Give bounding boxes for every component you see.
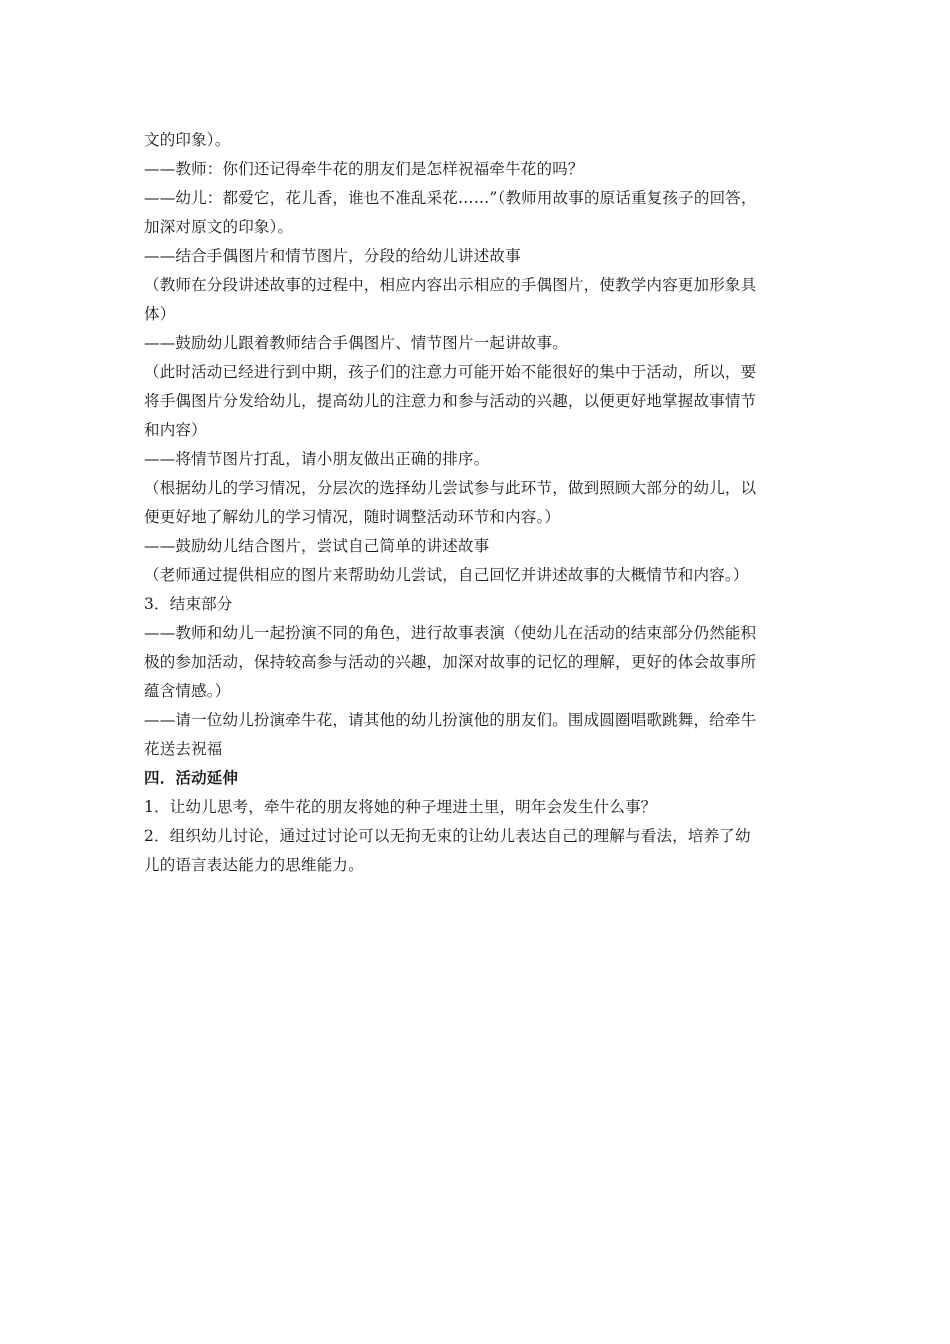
text-line: ——鼓励幼儿跟着教师结合手偶图片、情节图片一起讲故事。	[144, 334, 568, 352]
text-line: （此时活动已经进行到中期，孩子们的注意力可能开始不能很好的集中于活动，所以，要	[144, 363, 757, 381]
text-line: 和内容）	[144, 421, 207, 439]
section-heading: 四．活动延伸	[144, 769, 239, 787]
section-subheading: 3．结束部分	[144, 595, 233, 613]
text-line: ——将情节图片打乱，请小朋友做出正确的排序。	[144, 450, 490, 468]
text-line: 将手偶图片分发给幼儿，提高幼儿的注意力和参与活动的兴趣，以便更好地掌握故事情节	[144, 392, 757, 410]
text-line: ——结合手偶图片和情节图片，分段的给幼儿讲述故事	[144, 247, 521, 265]
list-item: 2．组织幼儿讨论，通过过讨论可以无拘无束的让幼儿表达自己的理解与看法，培养了幼	[144, 827, 751, 845]
text-line: 儿的语言表达能力的思维能力。	[144, 856, 364, 874]
text-line: 极的参加活动，保持较高参与活动的兴趣，加深对故事的记忆的理解，更好的体会故事所	[144, 653, 757, 671]
text-line: 体）	[144, 305, 176, 323]
text-line: ——教师：你们还记得牵牛花的朋友们是怎样祝福牵牛花的吗？	[144, 160, 584, 178]
text-line: （根据幼儿的学习情况，分层次的选择幼儿尝试参与此环节，做到照顾大部分的幼儿，以	[144, 479, 757, 497]
text-line: ——鼓励幼儿结合图片，尝试自己简单的讲述故事	[144, 537, 490, 555]
text-line: 文的印象）。	[144, 131, 231, 149]
text-line: 蕴含情感。）	[144, 682, 231, 700]
text-line: 加深对原文的印象）。	[144, 218, 294, 236]
text-line: 花送去祝福	[144, 740, 223, 758]
text-line: （老师通过提供相应的图片来帮助幼儿尝试，自己回忆并讲述故事的大概情节和内容。）	[144, 566, 749, 584]
list-item: 1．让幼儿思考，牵牛花的朋友将她的种子埋进土里，明年会发生什么事？	[144, 798, 657, 816]
text-line: ——幼儿：都爱它，花儿香，谁也不准乱采花……”（教师用故事的原话重复孩子的回答，	[144, 189, 757, 207]
text-line: 便更好地了解幼儿的学习情况，随时调整活动环节和内容。）	[144, 508, 561, 526]
document-body	[144, 126, 820, 880]
text-line: （教师在分段讲述故事的过程中，相应内容出示相应的手偶图片，使教学内容更加形象具	[144, 276, 757, 294]
text-line: ——请一位幼儿扮演牵牛花，请其他的幼儿扮演他的朋友们。围成圆圈唱歌跳舞，给牵牛	[144, 711, 757, 729]
text-line: ——教师和幼儿一起扮演不同的角色，进行故事表演（使幼儿在活动的结束部分仍然能积	[144, 624, 757, 642]
